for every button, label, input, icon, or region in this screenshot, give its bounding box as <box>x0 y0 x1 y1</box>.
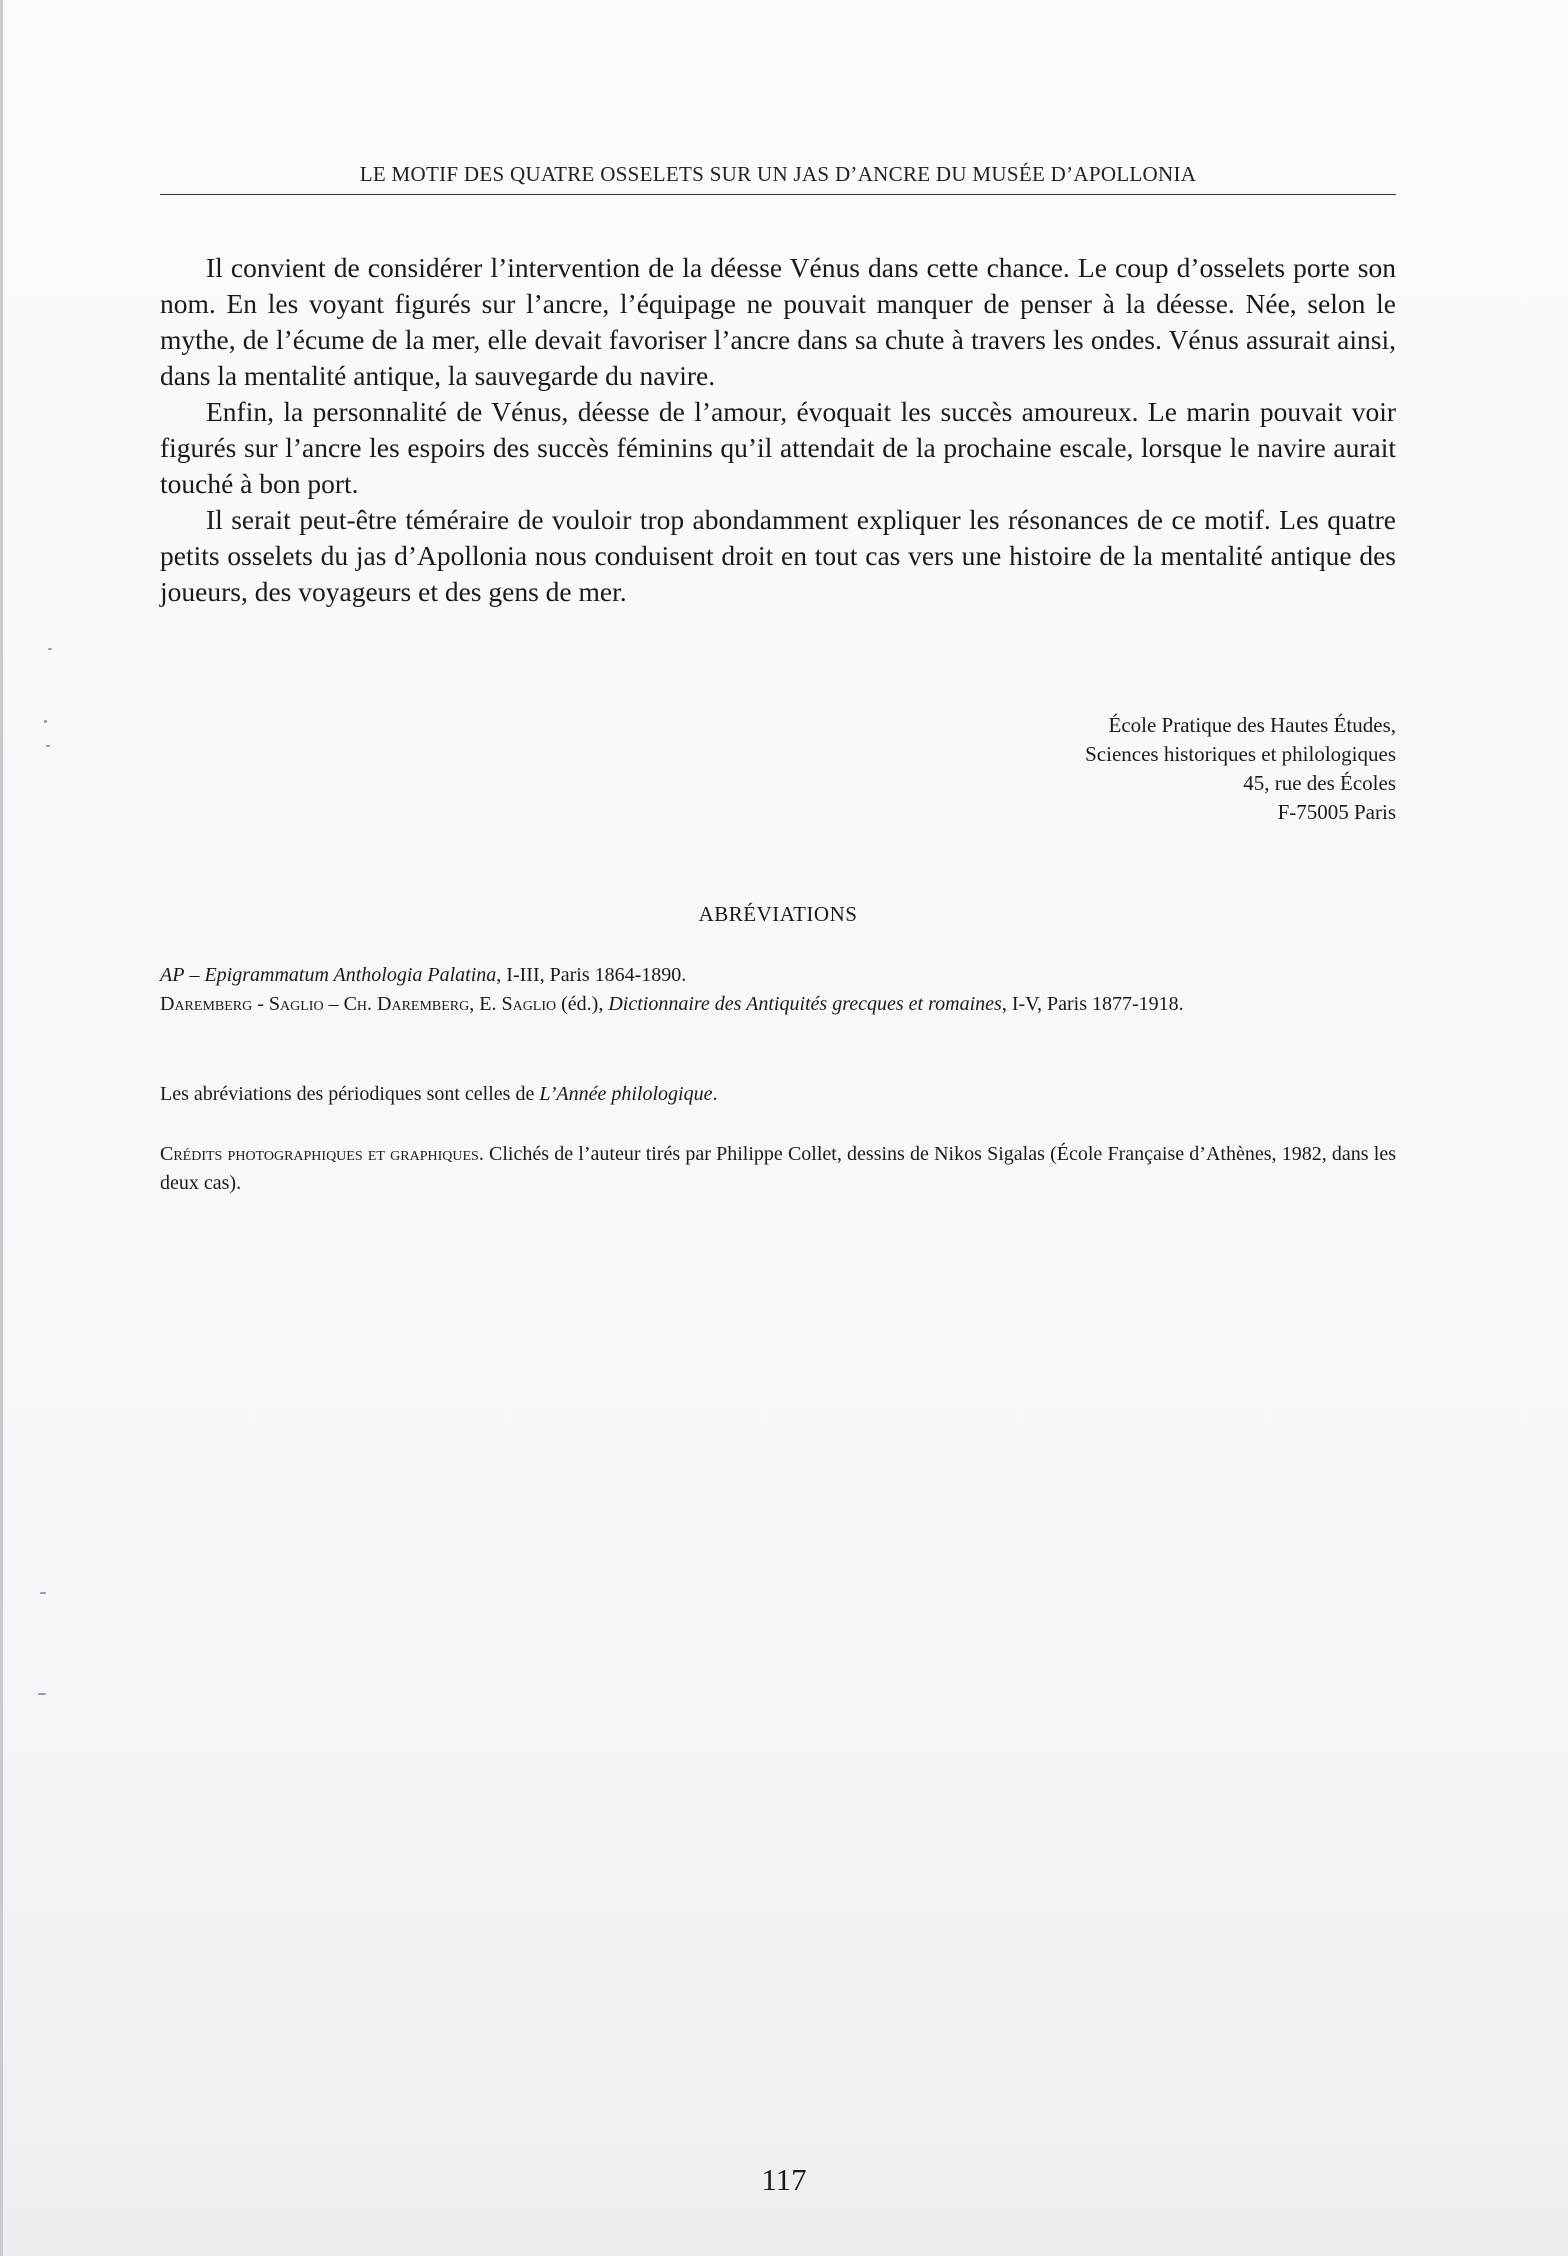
running-head: LE MOTIF DES QUATRE OSSELETS SUR UN JAS D’ANCRE DU MUSÉE D’APOLLONIA <box>359 162 1197 186</box>
abbreviation-separator: – <box>184 964 205 986</box>
periodicals-note-suffix: . <box>712 1083 718 1105</box>
paragraph-2: Enfin, la personnalité de Vénus, déesse de l’amour, évoquait les succès amoureux. Le marin pouvait voir figurés sur l’ancre les espoirs des succès féminins qu’il attendait de la prochaine escale, lorsque le navire aurait touché à bon port. <box>160 396 1396 499</box>
periodicals-note <box>160 1080 1396 1109</box>
scan-speck <box>40 1592 46 1594</box>
page-number: 117 <box>761 2162 807 2197</box>
abbreviation-separator: – <box>323 993 344 1015</box>
abbreviation-details: , I-III, Paris 1864-1890. <box>496 964 687 986</box>
abbreviation-authors: Ch. Daremberg, E. Saglio <box>343 993 557 1015</box>
scan-speck <box>38 1693 46 1695</box>
scan-speck <box>48 648 52 650</box>
address-line: Sciences historiques et philologiques <box>1085 742 1396 766</box>
address-line: 45, rue des Écoles <box>1243 771 1396 795</box>
abbreviation-title: Dictionnaire des Antiquités grecques et romaines <box>608 993 1002 1015</box>
abbreviations-title: ABRÉVIATIONS <box>698 902 858 926</box>
scan-speck <box>46 745 50 747</box>
abbreviation-entry <box>160 990 1396 1019</box>
credits-text: . Clichés de l’auteur tirés par Philippe Collet, dessins de Nikos Sigalas (École Française d’Athènes, 1982, dans les deux cas). <box>160 1143 1396 1194</box>
body-text <box>160 250 1396 610</box>
address-line: F-75005 Paris <box>1277 800 1396 824</box>
abbreviation-details: , I-V, Paris 1877-1918. <box>1001 993 1184 1015</box>
abbreviations-list <box>160 961 1396 1019</box>
abbreviation-key: Daremberg - Saglio <box>160 993 324 1015</box>
scan-edge <box>0 0 3 2256</box>
author-address <box>1085 711 1396 827</box>
scan-speck <box>44 720 47 723</box>
paragraph-3: Il serait peut-être téméraire de vouloir trop abondamment expliquer les résonances de ce motif. Les quatre petits osselets du jas d’Apollonia nous conduisent droit en tout cas vers une histoire de la mentalité antique des joueurs, des voyageurs et des gens de mer. <box>160 504 1396 607</box>
address-line: École Pratique des Hautes Études, <box>1108 713 1396 737</box>
abbreviation-title: Epigrammatum Anthologia Palatina <box>204 964 497 986</box>
periodicals-note-prefix: Les abréviations des périodiques sont celles de <box>160 1083 540 1105</box>
abbreviation-editor-note: (éd.), <box>556 993 609 1015</box>
header-rule <box>160 194 1396 195</box>
paragraph-1: Il convient de considérer l’intervention de la déesse Vénus dans cette chance. Le coup d’osselets porte son nom. En les voyant figurés sur l’ancre, l’équipage ne pouvait manquer de penser à la déesse. Née, selon le mythe, de l’écume de la mer, elle devait favoriser l’ancre dans sa chute à travers les ondes. Vénus assurait ainsi, dans la mentalité antique, la sauvegarde du navire. <box>160 252 1396 391</box>
periodicals-note-title: L’Année philologique <box>539 1083 713 1105</box>
photo-credits <box>160 1140 1396 1198</box>
abbreviation-entry <box>160 961 1396 990</box>
abbreviation-key: AP <box>160 964 185 986</box>
credits-label: Crédits photographiques et graphiques <box>160 1143 479 1165</box>
